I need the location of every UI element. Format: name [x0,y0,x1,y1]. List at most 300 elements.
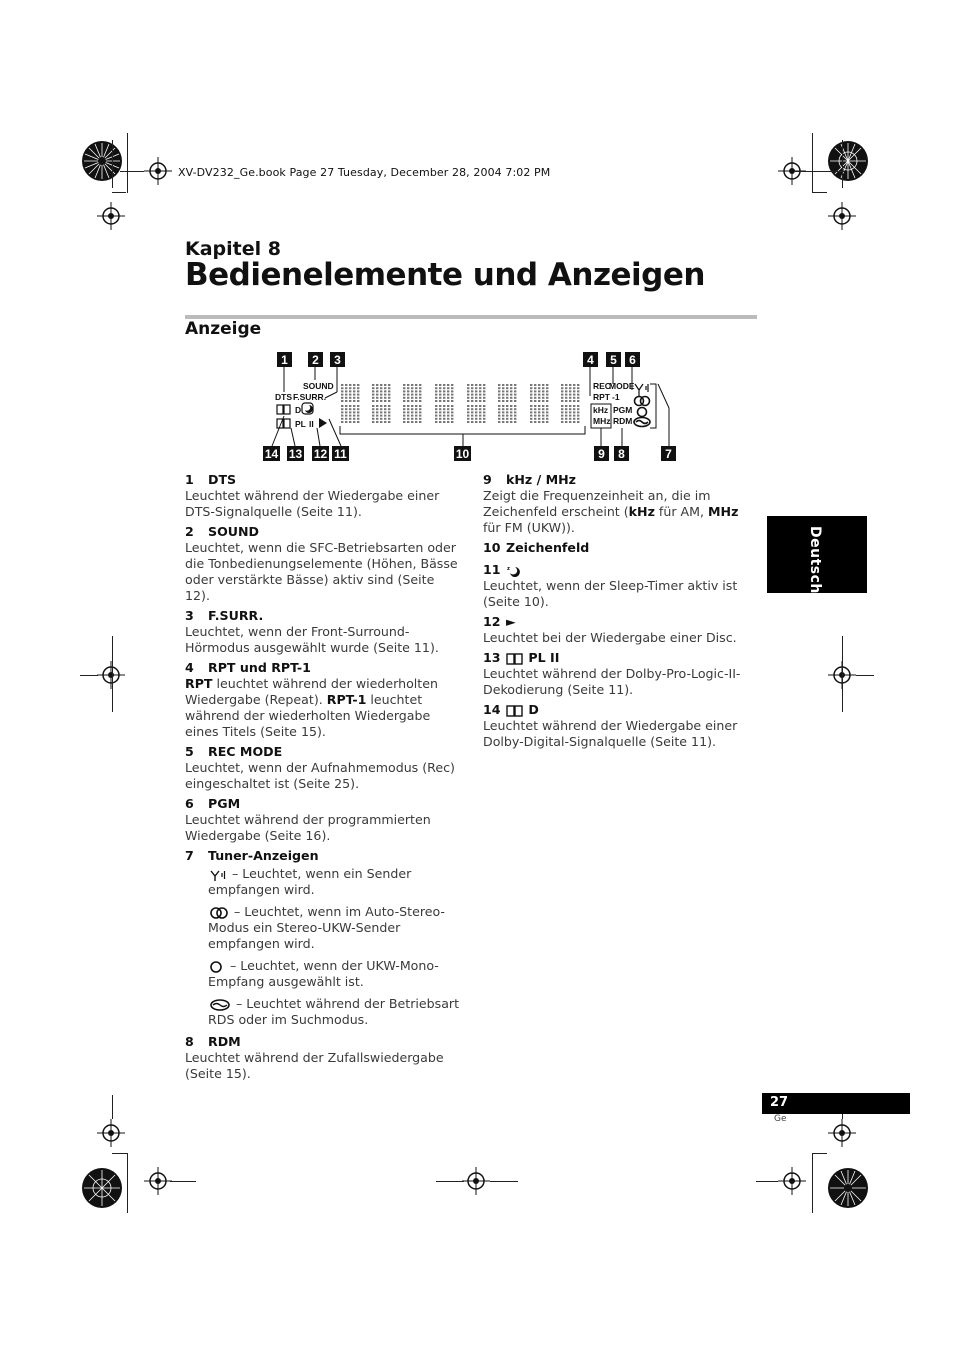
matrix-dot [479,411,481,413]
play-icon [319,418,327,428]
matrix-dot [403,384,405,386]
matrix-dot [498,405,500,407]
matrix-dot [435,390,437,392]
matrix-dot [577,397,579,399]
matrix-dot [534,384,536,386]
list-item: 13 PL II Leuchtet während der Dolby-Pro-Logic-II-Dekodierung (Seite 11). [483,650,741,697]
matrix-dot [349,384,351,386]
matrix-dot [577,415,579,417]
matrix-dot [538,415,540,417]
matrix-dot [498,394,500,396]
matrix-dot [415,387,417,389]
matrix-dot [483,418,485,420]
matrix-dot [380,421,382,423]
matrix-dot [506,421,508,423]
matrix-dot [341,418,343,420]
svg-text:6: 6 [629,353,636,367]
crosshair-mark-icon [144,157,172,185]
matrix-dot [349,390,351,392]
matrix-dot [384,411,386,413]
page-language: Ge [774,1114,787,1124]
matrix-dot [479,387,481,389]
matrix-dot [506,411,508,413]
file-info: XV-DV232_Ge.book Page 27 Tuesday, December 28, 2004 7:02 PM [178,166,551,179]
matrix-dot [577,400,579,402]
matrix-dot [573,397,575,399]
matrix-dot [388,418,390,420]
matrix-dot [419,394,421,396]
matrix-dot [573,390,575,392]
matrix-dot [506,387,508,389]
matrix-dot [403,421,405,423]
matrix-dot [451,394,453,396]
matrix-dot [573,408,575,410]
matrix-dot [502,397,504,399]
matrix-dot [435,415,437,417]
svg-text:7: 7 [665,447,672,461]
matrix-dot [471,384,473,386]
matrix-dot [565,411,567,413]
matrix-dot [510,411,512,413]
matrix-dot [447,397,449,399]
matrix-dot [388,397,390,399]
matrix-dot [546,421,548,423]
matrix-dot [569,421,571,423]
matrix-dot [451,387,453,389]
matrix-dot [403,408,405,410]
matrix-dot [483,387,485,389]
matrix-dot [530,411,532,413]
matrix-dot [471,390,473,392]
label-rdm: RDM [613,416,633,426]
matrix-dot [502,400,504,402]
matrix-dot [542,405,544,407]
matrix-dot [498,418,500,420]
matrix-dot [577,387,579,389]
label-khz: kHz [593,405,609,415]
matrix-dot [530,397,532,399]
matrix-dot [498,415,500,417]
matrix-dot [542,397,544,399]
callout-3 [330,352,345,367]
registration-rosette-icon [80,1166,124,1210]
matrix-dot [561,415,563,417]
matrix-dot [372,400,374,402]
crosshair-mark-icon [828,202,856,230]
matrix-dot [577,394,579,396]
matrix-dot [565,394,567,396]
matrix-dot [439,415,441,417]
matrix-dot [353,408,355,410]
matrix-dot [415,390,417,392]
callout-7 [661,446,676,461]
matrix-dot [439,408,441,410]
matrix-dot [475,400,477,402]
matrix-dot [443,408,445,410]
matrix-dot [569,384,571,386]
matrix-dot [443,400,445,402]
matrix-dot [483,421,485,423]
matrix-dot [573,400,575,402]
matrix-dot [357,384,359,386]
label-rec: REC [593,381,611,391]
matrix-dot [451,384,453,386]
matrix-dot [534,394,536,396]
matrix-dot [411,387,413,389]
matrix-dot [407,397,409,399]
registration-rosette-icon [826,1166,870,1210]
matrix-dot [380,400,382,402]
matrix-dot [447,384,449,386]
matrix-dot [380,394,382,396]
matrix-dot [407,387,409,389]
matrix-dot [353,384,355,386]
matrix-dot [542,394,544,396]
language-tab-label: Deutsch [807,526,823,594]
matrix-dot [376,418,378,420]
callout-1 [277,352,292,367]
matrix-dot [573,387,575,389]
matrix-dot [447,405,449,407]
matrix-dot [439,400,441,402]
sleep-icon [302,403,313,414]
matrix-dot [577,390,579,392]
matrix-dot [542,411,544,413]
matrix-dot [475,387,477,389]
matrix-dot [357,405,359,407]
matrix-dot [435,387,437,389]
matrix-dot [561,390,563,392]
matrix-dot [534,390,536,392]
matrix-dot [353,415,355,417]
matrix-dot [479,397,481,399]
matrix-dot [502,411,504,413]
dolby-icon [277,419,290,428]
matrix-dot [419,390,421,392]
matrix-dot [451,415,453,417]
matrix-dot [353,397,355,399]
matrix-dot [415,397,417,399]
matrix-dot [341,415,343,417]
matrix-dot [372,411,374,413]
matrix-dot [483,397,485,399]
matrix-dot [372,421,374,423]
matrix-dot [483,390,485,392]
callout-2 [308,352,323,367]
matrix-dot [498,400,500,402]
matrix-dot [388,415,390,417]
matrix-dot [403,394,405,396]
matrix-dot [435,400,437,402]
matrix-dot [565,405,567,407]
svg-text:11: 11 [334,447,347,461]
matrix-dot [534,421,536,423]
matrix-dot [345,411,347,413]
matrix-dot [419,408,421,410]
matrix-dot [411,384,413,386]
matrix-dot [407,421,409,423]
matrix-dot [514,384,516,386]
matrix-dot [376,408,378,410]
matrix-dot [411,411,413,413]
list-item: 1 DTS Leuchtet während der Wiedergabe einer DTS-Signalquelle (Seite 11). [185,472,440,519]
matrix-dot [467,411,469,413]
crosshair-mark-icon [97,202,125,230]
matrix-dot [380,397,382,399]
matrix-dot [573,384,575,386]
matrix-dot [546,394,548,396]
label-mode: MODE [609,381,635,391]
matrix-dot [561,408,563,410]
matrix-dot [534,387,536,389]
matrix-dot [384,390,386,392]
matrix-dot [502,384,504,386]
matrix-dot [534,405,536,407]
matrix-dot [530,405,532,407]
label-d: D [295,405,302,415]
matrix-dot [569,408,571,410]
matrix-dot [577,405,579,407]
matrix-dot [467,390,469,392]
matrix-dot [479,418,481,420]
label-pl: PL [295,419,306,429]
svg-text:14: 14 [264,447,279,461]
matrix-dot [341,408,343,410]
matrix-dot [349,397,351,399]
matrix-dot [388,387,390,389]
matrix-dot [419,397,421,399]
matrix-dot [349,418,351,420]
matrix-dot [341,421,343,423]
matrix-dot [542,421,544,423]
matrix-dot [561,411,563,413]
matrix-dot [542,415,544,417]
svg-text:z: z [507,565,510,572]
matrix-dot [569,411,571,413]
list-item: 11 z Leuchtet, wenn der Sleep-Timer aktiv ist (Seite 10). [483,562,738,609]
matrix-dot [569,418,571,420]
matrix-dot [419,387,421,389]
matrix-dot [372,408,374,410]
matrix-dot [502,421,504,423]
matrix-dot [384,387,386,389]
matrix-dot [380,384,382,386]
matrix-dot [534,415,536,417]
matrix-dot [467,397,469,399]
matrix-dot [467,405,469,407]
matrix-dot [498,397,500,399]
matrix-dot [384,418,386,420]
matrix-dot [443,394,445,396]
page-number: 27 [770,1095,789,1110]
matrix-dot [538,387,540,389]
matrix-dot [439,397,441,399]
matrix-dot [447,400,449,402]
matrix-dot [435,405,437,407]
matrix-dot [546,390,548,392]
matrix-dot [443,411,445,413]
svg-text:5: 5 [610,353,617,367]
matrix-dot [357,415,359,417]
matrix-dot [411,418,413,420]
matrix-dot [403,418,405,420]
matrix-dot [577,421,579,423]
matrix-dot [530,421,532,423]
matrix-dot [479,394,481,396]
matrix-dot [471,394,473,396]
matrix-dot [542,408,544,410]
matrix-dot [372,390,374,392]
matrix-dot [510,415,512,417]
matrix-dot [341,390,343,392]
crosshair-mark-icon [828,1119,856,1147]
matrix-dot [479,390,481,392]
matrix-dot [498,390,500,392]
matrix-dot [483,394,485,396]
matrix-dot [514,415,516,417]
matrix-dot [349,421,351,423]
matrix-dot [345,415,347,417]
matrix-dot [384,408,386,410]
matrix-dot [349,415,351,417]
matrix-dot [388,384,390,386]
matrix-dot [419,421,421,423]
matrix-dot [542,390,544,392]
matrix-dot [403,390,405,392]
matrix-dot [380,390,382,392]
matrix-dot [534,418,536,420]
matrix-dot [349,394,351,396]
matrix-dot [447,415,449,417]
crosshair-mark-icon [97,661,125,689]
matrix-dot [565,408,567,410]
matrix-dot [353,421,355,423]
matrix-dot [546,408,548,410]
callout-6 [625,352,640,367]
matrix-dot [376,415,378,417]
matrix-dot [577,418,579,420]
matrix-dot [345,400,347,402]
matrix-dot [530,384,532,386]
stereo-icon [208,906,230,920]
matrix-dot [538,418,540,420]
matrix-dot [443,418,445,420]
matrix-dot [573,421,575,423]
matrix-dot [353,394,355,396]
matrix-dot [514,400,516,402]
matrix-dot [376,405,378,407]
tuner-bracket [650,384,656,428]
matrix-dot [569,397,571,399]
language-tab [767,516,867,593]
matrix-dot [502,390,504,392]
matrix-dot [502,394,504,396]
matrix-dot [561,418,563,420]
matrix-dot [341,400,343,402]
matrix-dot [435,411,437,413]
matrix-dot [376,387,378,389]
matrix-dot [561,387,563,389]
matrix-dot [407,408,409,410]
callout-14 [263,446,280,461]
matrix-dot [498,384,500,386]
callout-10 [454,446,471,461]
list-item: 3 F.SURR. Leuchtet, wenn der Front-Surround-Hörmodus ausgewählt wurde (Seite 11). [185,608,439,655]
matrix-dot [569,415,571,417]
matrix-dot [439,384,441,386]
matrix-dot [419,405,421,407]
svg-text:1: 1 [281,353,288,367]
character-field [341,384,579,423]
matrix-dot [435,397,437,399]
matrix-dot [538,397,540,399]
matrix-dot [467,400,469,402]
matrix-dot [357,421,359,423]
matrix-dot [345,384,347,386]
matrix-dot [483,411,485,413]
matrix-dot [577,384,579,386]
matrix-dot [435,408,437,410]
matrix-dot [577,408,579,410]
matrix-dot [357,394,359,396]
matrix-dot [506,418,508,420]
matrix-dot [435,418,437,420]
matrix-dot [569,405,571,407]
matrix-dot [447,408,449,410]
matrix-dot [542,387,544,389]
matrix-dot [573,394,575,396]
matrix-dot [479,408,481,410]
matrix-dot [341,387,343,389]
matrix-dot [353,411,355,413]
matrix-dot [407,394,409,396]
matrix-dot [546,400,548,402]
matrix-dot [561,384,563,386]
callout-11 [332,446,349,461]
matrix-dot [483,400,485,402]
matrix-dot [530,408,532,410]
matrix-dot [479,405,481,407]
matrix-dot [372,397,374,399]
matrix-dot [510,390,512,392]
matrix-dot [376,394,378,396]
matrix-dot [439,411,441,413]
matrix-dot [479,400,481,402]
matrix-dot [475,397,477,399]
matrix-dot [372,405,374,407]
matrix-dot [538,400,540,402]
matrix-dot [439,418,441,420]
matrix-dot [506,400,508,402]
matrix-dot [403,400,405,402]
matrix-dot [415,408,417,410]
svg-text:2: 2 [312,353,319,367]
matrix-dot [538,390,540,392]
matrix-dot [419,415,421,417]
matrix-dot [415,418,417,420]
matrix-dot [471,418,473,420]
matrix-dot [384,415,386,417]
matrix-dot [411,415,413,417]
matrix-dot [498,411,500,413]
matrix-dot [407,415,409,417]
matrix-dot [353,400,355,402]
matrix-dot [357,418,359,420]
matrix-dot [483,405,485,407]
matrix-dot [419,418,421,420]
matrix-dot [341,397,343,399]
matrix-dot [451,411,453,413]
